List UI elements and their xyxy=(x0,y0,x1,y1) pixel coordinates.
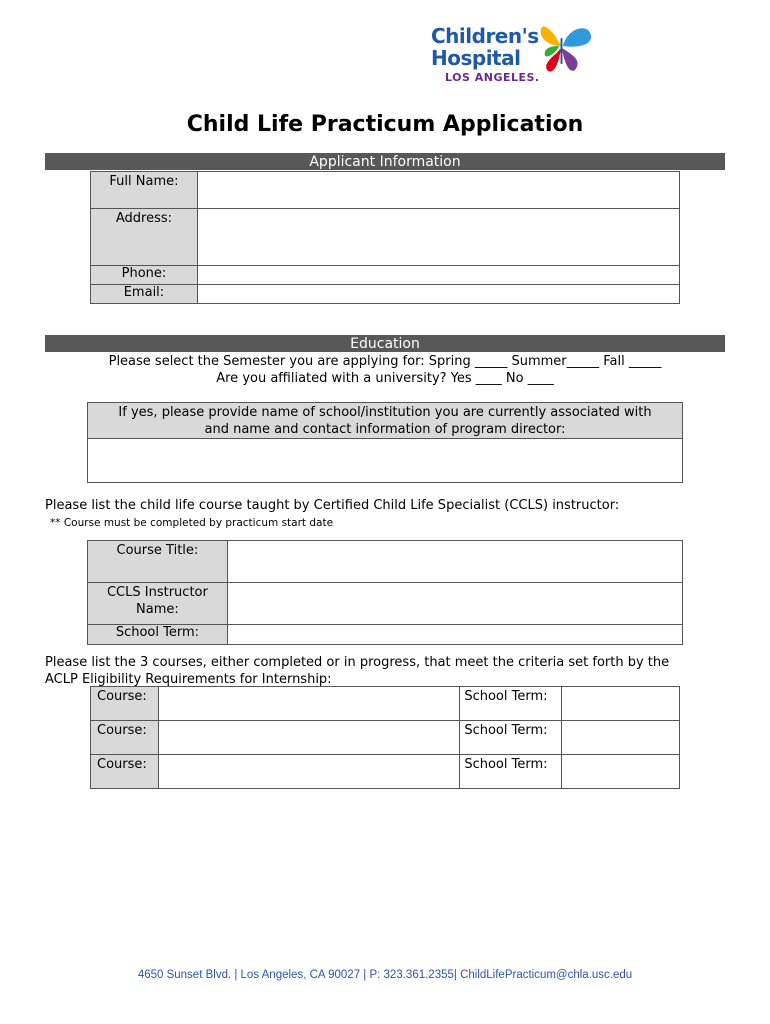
phone-field[interactable] xyxy=(197,266,679,285)
three-courses-prompt: Please list the 3 courses, either completed or in progress, that meet the criteria set forth by the ACLP Eligibility Requirements for Internship: xyxy=(45,655,670,687)
school-prompt: If yes, please provide name of school/institution you are currently associated with and name and contact information of program director: xyxy=(88,403,683,439)
footer-contact: 4650 Sunset Blvd. | Los Angeles, CA 90027 | P: 323.361.2355| ChildLifePracticum@chla.usc.edu xyxy=(137,969,633,981)
instructor-name-field[interactable] xyxy=(227,583,682,625)
logo-line-3: LOS ANGELES. xyxy=(445,71,540,84)
page-title: Child Life Practicum Application xyxy=(186,112,584,137)
school-term-label: School Term: xyxy=(88,625,228,645)
course-title-field[interactable] xyxy=(227,541,682,583)
address-field[interactable] xyxy=(197,209,679,266)
course-label: Course: xyxy=(91,721,159,755)
school-term-field[interactable] xyxy=(227,625,682,645)
school-info-field[interactable] xyxy=(88,439,683,483)
term-field[interactable] xyxy=(562,687,680,721)
course-title-label: Course Title: xyxy=(88,541,228,583)
course-field[interactable] xyxy=(158,755,459,789)
logo-line-1: Children's xyxy=(431,24,539,48)
term-label: School Term: xyxy=(460,755,562,789)
ccls-prompt: Please list the child life course taught by Certified Child Life Specialist (CCLS) instructor: xyxy=(45,498,620,513)
applicant-info-header: Applicant Information xyxy=(45,153,725,170)
education-header: Education xyxy=(45,335,725,352)
butterfly-icon xyxy=(531,16,595,78)
ccls-course-table xyxy=(87,540,683,645)
courses-table xyxy=(90,686,680,789)
address-label: Address: xyxy=(91,209,198,266)
course-field[interactable] xyxy=(158,687,459,721)
term-field[interactable] xyxy=(562,721,680,755)
course-label: Course: xyxy=(91,755,159,789)
hospital-logo xyxy=(428,16,598,86)
applicant-info-table xyxy=(90,171,680,304)
instructor-name-label: CCLS Instructor Name: xyxy=(88,583,228,625)
term-label: School Term: xyxy=(460,721,562,755)
full-name-field[interactable] xyxy=(197,172,679,209)
school-info-table xyxy=(87,402,683,483)
term-label: School Term: xyxy=(460,687,562,721)
full-name-label: Full Name: xyxy=(91,172,198,209)
email-field[interactable] xyxy=(197,285,679,304)
semester-line: Please select the Semester you are applying for: Spring _____ Summer_____ Fall _____ xyxy=(108,354,662,369)
course-field[interactable] xyxy=(158,721,459,755)
course-label: Course: xyxy=(91,687,159,721)
phone-label: Phone: xyxy=(91,266,198,285)
email-label: Email: xyxy=(91,285,198,304)
affiliated-line: Are you affiliated with a university? Yes ____ No ____ xyxy=(216,371,554,386)
logo-line-2: Hospital xyxy=(431,46,521,70)
term-field[interactable] xyxy=(562,755,680,789)
ccls-note: ** Course must be completed by practicum start date xyxy=(50,517,334,529)
